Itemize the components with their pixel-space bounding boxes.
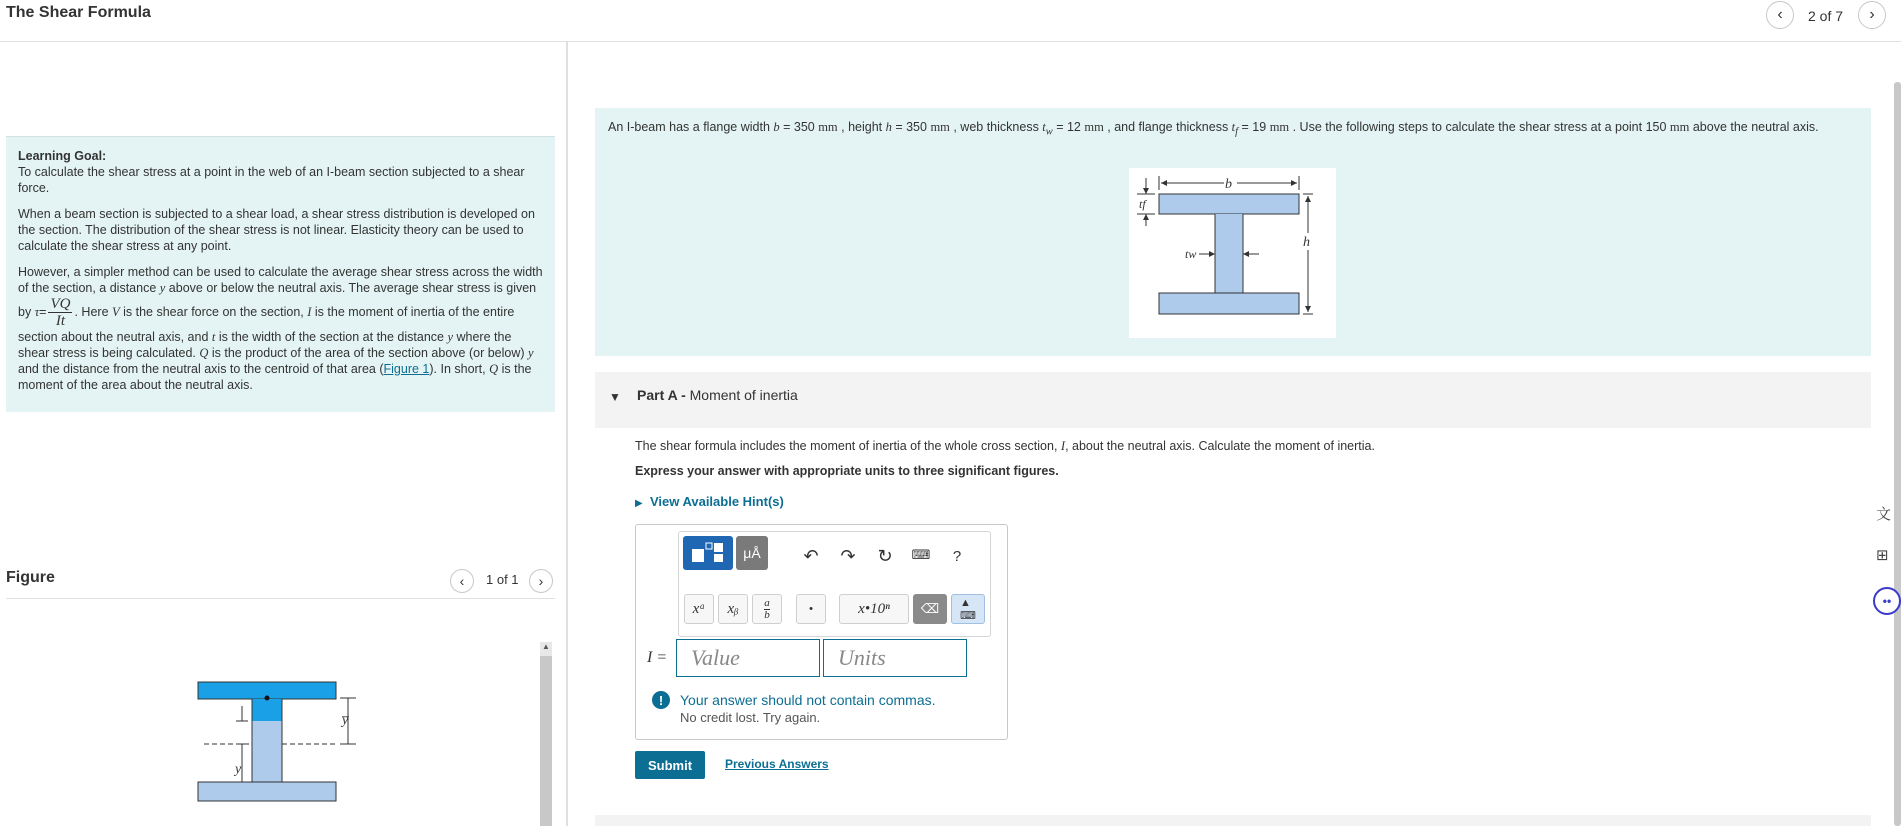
help-button[interactable]: ? — [952, 547, 962, 565]
question-text: The shear formula includes the moment of inertia of the whole cross section, I, about the neutral axis. Calculate the moment of inertia. — [635, 439, 1375, 453]
redo-icon[interactable]: ↷ — [840, 545, 856, 566]
problem-text: An I-beam has a flange width b = 350 mm , height h = 350 mm , web thickness $t_w = 12$ mm , and flange thickness $t_f = 19$ mm . Use the following steps to calculate the shear stress at a point 150 mm above the neutral axis. — [608, 120, 1819, 138]
learning-goal-text: To calculate the shear stress at a point in the web of an I-beam section subjected to a shear force. — [18, 165, 525, 195]
figure-prev-button[interactable] — [450, 569, 474, 593]
part-a-header[interactable] — [595, 372, 1871, 428]
alert-icon: ! — [652, 691, 670, 709]
units-input[interactable]: Units — [823, 639, 967, 677]
h-label: h — [1303, 235, 1310, 250]
caret-right-icon: ▶ — [635, 498, 643, 509]
ibeam-web — [1215, 214, 1243, 293]
chevron-right-icon: › — [1869, 6, 1875, 23]
reset-icon[interactable]: ↻ — [877, 545, 893, 566]
credit-message: No credit lost. Try again. — [680, 710, 821, 725]
shear-formula-fraction: $\frac{VQ}{It}$ — [50, 296, 71, 329]
collapse-caret-icon[interactable]: ▼ — [609, 390, 621, 404]
fraction-button[interactable]: a b — [752, 594, 782, 624]
part-b-header-edge — [595, 815, 1871, 826]
tw-label: tw — [1185, 247, 1197, 261]
keyboard-icon[interactable]: ⌨ — [911, 547, 931, 562]
centroid-dot — [265, 696, 270, 701]
units-button[interactable]: μÅ — [736, 536, 768, 570]
ybar-label: y̅ — [342, 713, 349, 728]
tf-label: tf — [1139, 197, 1146, 211]
figure-header — [6, 567, 555, 599]
error-message: Your answer should not contain commas. — [680, 692, 936, 708]
shear-formula-paragraph: However, a simpler method can be used to calculate the average shear stress across the width of the section, a distance y above or below the neutral axis. The average shear stress is given by τ= $\frac{VQ}{It}$ . Here V is the shear force on the section, I is the moment of inertia of the entire section about the neutral axis, and t is the width of the section at the distance y where the shear stress is being calculated. Q is the product of the area of the section above (or below) y and the distance from the neutral axis to the centroid of that area (Figure 1). In short, Q is the moment of the area about the neutral axis. — [18, 265, 543, 392]
part-a-title: Part A - Moment of inertia — [637, 387, 798, 403]
figure-scrollbar[interactable] — [540, 642, 552, 826]
superscript-button[interactable]: xᵃ — [684, 594, 714, 624]
figure-scroll-thumb[interactable] — [540, 656, 552, 826]
multiply-dot-button[interactable]: • — [796, 594, 826, 624]
previous-page-button[interactable] — [1766, 1, 1794, 29]
backspace-icon[interactable]: ⌫ — [913, 594, 947, 624]
scientific-notation-button[interactable]: x•10ⁿ — [839, 594, 909, 624]
value-input[interactable]: Value — [676, 639, 820, 677]
assistant-icon[interactable]: •• — [1873, 587, 1901, 615]
chevron-left-icon: ‹ — [1777, 6, 1783, 23]
bottom-flange — [198, 782, 336, 801]
instruction-text: Express your answer with appropriate units to three significant figures. — [635, 464, 1059, 478]
next-page-button[interactable] — [1858, 1, 1886, 29]
page-scrollbar[interactable] — [1894, 82, 1901, 826]
b-label: b — [1225, 177, 1232, 192]
keyboard-toggle-icon[interactable]: ▲ ⌨ — [951, 594, 985, 624]
shear-area-figure — [190, 678, 370, 808]
undo-icon[interactable]: ↶ — [803, 545, 819, 566]
ibeam-bottom-flange — [1159, 293, 1299, 314]
figure-title: Figure — [6, 569, 55, 586]
learning-goal-heading: Learning Goal: — [18, 149, 107, 163]
page-indicator: 2 of 7 — [1808, 8, 1844, 24]
figure-count: 1 of 1 — [486, 572, 519, 587]
view-hints-link[interactable]: ▶ View Available Hint(s) — [635, 494, 784, 509]
subscript-button[interactable]: xᵦ — [718, 594, 748, 624]
top-bar — [0, 0, 1901, 42]
web-shaded — [252, 699, 282, 721]
previous-answers-link[interactable]: Previous Answers — [725, 757, 829, 771]
learning-goal-box — [6, 136, 555, 412]
templates-icon — [691, 542, 725, 564]
ibeam-top-flange — [1159, 194, 1299, 214]
problem-statement — [595, 108, 1871, 356]
figure-1-link[interactable]: Figure 1 — [383, 362, 430, 376]
page-title: The Shear Formula — [6, 4, 151, 21]
answer-box — [635, 524, 1008, 740]
grid-icon[interactable]: ⊞ — [1876, 547, 1889, 564]
scroll-up-icon[interactable]: ▲ — [542, 642, 550, 651]
chevron-right-icon: › — [538, 573, 544, 589]
math-toolbar — [678, 531, 991, 637]
submit-button[interactable]: Submit — [635, 751, 705, 779]
templates-button[interactable] — [683, 536, 733, 570]
figure-next-button[interactable] — [529, 569, 553, 593]
intro-paragraph: When a beam section is subjected to a shear load, a shear stress distribution is developed on the section. The distribution of the shear stress is not linear. Elasticity theory can be used to calculate the shear stress at any point. — [18, 207, 535, 253]
variable-label: I = — [647, 649, 668, 666]
ibeam-figure — [1129, 168, 1336, 338]
chevron-left-icon: ‹ — [459, 573, 465, 589]
translate-icon[interactable]: 文 — [1876, 506, 1892, 523]
y-label: y — [235, 762, 242, 777]
web-lower — [252, 721, 282, 782]
